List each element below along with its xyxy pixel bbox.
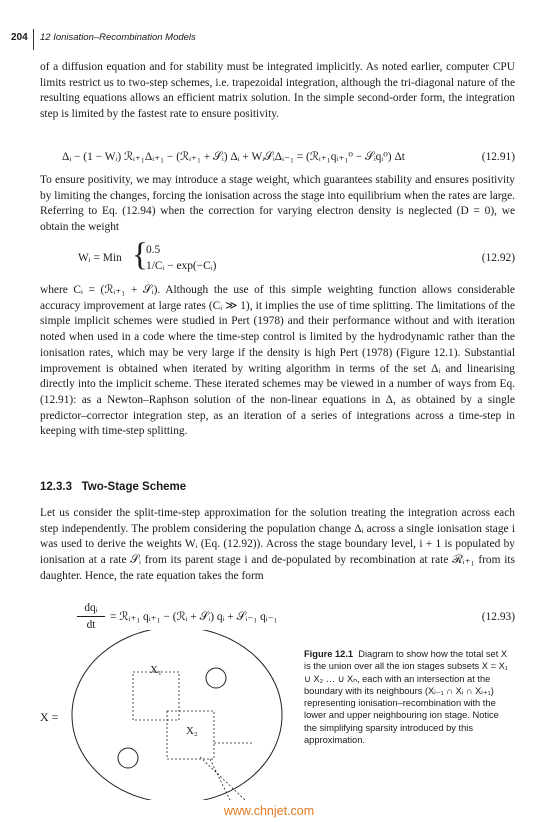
equation-12-92-case-2: 1/Cᵢ − exp(−Cᵢ) xyxy=(146,260,217,272)
small-circle-bottom xyxy=(118,748,138,768)
section-heading xyxy=(40,481,186,493)
brace-symbol: { xyxy=(132,237,148,273)
equation-12-92-case-1: 0.5 xyxy=(146,244,161,256)
equation-12-92 xyxy=(40,237,515,276)
paragraph-1: of a diffusion equation and for stability must be integrated implicitly. As noted earlier, computer CPU limits restrict us to two-step schemes, i.e. trapezoidal integration, although the tri-diagonal nature of the resulting equations allows an efficient matrix solution. In the simple second-order form, the integration step is limited by the fastest rate to ensure positivity. xyxy=(40,61,515,121)
derivative-numerator: dqᵢ xyxy=(84,602,98,614)
paragraph-2: To ensure positivity, we may introduce a stage weight, which guarantees stability and ensures positivity by limiting the changes, forcing the ionisation across the stage into equilibrium when the rates are large. Referring to Eq. (12.94) when the correction for varying electron density is neglected (D = 0), we obtain the weight xyxy=(40,174,515,234)
running-header xyxy=(0,29,538,49)
set-label-X2: X₂ xyxy=(186,725,198,737)
equation-12-91-body: Δᵢ − (1 − Wᵢ) ℛᵢ₊₁Δᵢ₊₁ − (ℛᵢ₊₁ + 𝒮ᵢ) Δᵢ + Wᵢ𝒮ᵢΔᵢ₋₁ = (ℛᵢ₊₁qᵢ₊₁⁰ − 𝒮ᵢqᵢ⁰) Δt xyxy=(62,151,405,163)
continuation-line-3 xyxy=(210,759,230,800)
equation-number-12-91: (12.91) xyxy=(481,151,515,163)
chapter-title: 12 Ionisation–Recombination Models xyxy=(40,32,196,43)
equation-number-12-93: (12.93) xyxy=(481,611,515,623)
equation-12-92-lhs: Wᵢ = Min xyxy=(78,252,122,264)
section-number: 12.3.3 xyxy=(40,481,72,493)
fraction-bar xyxy=(77,616,105,617)
page-number: 204 xyxy=(11,32,28,43)
header-divider xyxy=(33,29,34,50)
paragraph-4: Let us consider the split-time-step approximation for the solution treating the integration across each step independently. The problem considering the population change Δᵢ across a single ionisation stage i was used to derive the weights Wᵢ (Eq. (12.92)). Across the stage boundary level, i + 1 is populated by ionisation at a rate 𝒮ᵢ from its parent stage i and de-populated by recombination at rate ℛᵢ₊₁ from its daughter. Hence, the rate equation takes the form xyxy=(40,507,515,582)
section-title: Two-Stage Scheme xyxy=(81,481,187,493)
subset-x1-box xyxy=(133,672,179,720)
watermark-link[interactable]: www.chnjet.com xyxy=(223,804,315,818)
equation-12-91 xyxy=(40,150,515,164)
equation-number-12-92: (12.92) xyxy=(481,252,515,264)
small-circle-top xyxy=(206,668,226,688)
paragraph-3: where Cᵢ = (ℛᵢ₊₁ + 𝒮ᵢ). Although the use of this simple weighting function allows considerable accuracy improvement at large rates (Cᵢ ≫ 1), it implies the use of time splitting. The limitations of the simple implicit schemes were studied in Pert (1978) and their performance without and with iteration noted when used in a code where the time-step control is limited by the hydrodynamic rather than the ionisation rates, which may be very large if the density is high Pert (1978) (Figure 12.1). Substantial improvement is obtained when iterated by writing algorithm in terms of the set Δᵢ and linearising directly into the implicit scheme. These iterated schemes may be viewed in a number of ways from Eq. (12.91): as a Newton–Raphson solution of the non-linear equations in Δ, as obtained by a single predictor–corrector integration step, as an iteration of a series of integrations across a time-step in keeping with time-step splitting. xyxy=(40,284,515,438)
total-set-ellipse xyxy=(72,630,282,800)
continuation-line-1 xyxy=(200,757,245,800)
set-label-X: X = xyxy=(40,710,59,724)
derivative-denominator: dt xyxy=(86,619,96,631)
equation-12-93-rhs: = ℛᵢ₊₁ qᵢ₊₁ − (ℛᵢ + 𝒮ᵢ) qᵢ + 𝒮ᵢ₋₁ qᵢ₋₁ xyxy=(110,611,278,623)
figure-caption-label: Figure 12.1 xyxy=(304,649,354,659)
set-label-X1: X₁ xyxy=(150,664,162,676)
figure-caption xyxy=(304,648,514,746)
figure-caption-text: Diagram to show how the total set X is the union over all the ion stages subsets X = X₁ ∪ X₂ … ∪ Xₙ, each with an intersection at the boundary with its neighbours (Xᵢ₋₁ ∩ Xᵢ ∩ Xᵢ₊₁) representing ionisation–recombination with the lower and upper neighbouring ion stage. Notice the simplifying sparsity introduced by this approximation. xyxy=(304,649,508,746)
